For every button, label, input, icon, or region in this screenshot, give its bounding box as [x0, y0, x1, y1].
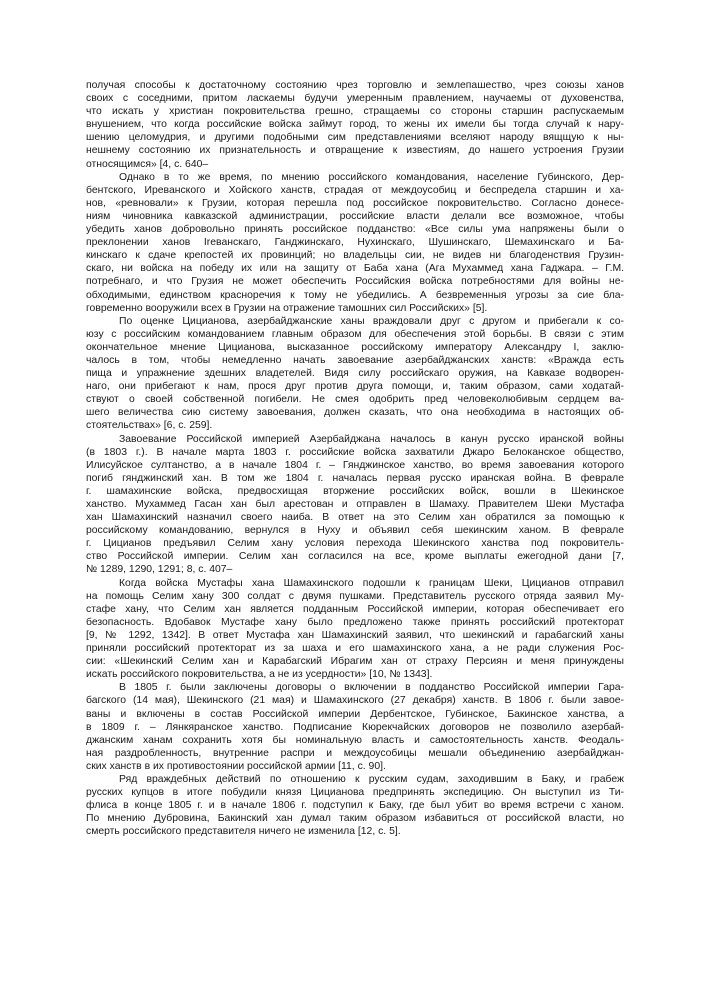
text-line: багского (14 мая), Шекинского (21 мая) и Шамахинского (27 декабря) ханств. В 1806 г. были завое-: [86, 695, 624, 707]
text-line: наго, они прибегают к нам, прося друг против друга помощи, и, таким образом, сами ходатай-: [86, 381, 624, 393]
text-line: Завоевание Российской империей Азербайджана началось в канун русско иранской войны: [119, 433, 624, 445]
text-line: обходимыми, единством красноречия к тому не убедились. А безвременныя угрозы за сие бла-: [86, 289, 624, 301]
paragraph: [86, 433, 624, 577]
text-line: г. шамахинские войска, предвосхищая вторжение российских войск, вошли в Шекинское: [86, 485, 624, 497]
text-line: убедить ханов добровольно принять российское подданство: «Все силы ума напряжены были о: [86, 224, 624, 236]
text-line: ниям чиновника кавказской администрации, российские власти делали все возможное, чтобы: [86, 210, 624, 222]
text-line: Когда войска Мустафы хана Шамахинского подошли к границам Шеки, Цицианов отправил: [119, 577, 624, 589]
text-line: сии: «Шекинский Селим хан и Карабагский Ибрагим хан от страху Персиян и меня принуждены: [86, 656, 624, 668]
text-line: По оценке Цицианова, азербайджанские ханы враждовали друг с другом и прибегали к со-: [119, 315, 624, 327]
text-line: говременно вооружили всех в Грузии на отражение тамошних сил Российских» [5].: [86, 302, 488, 314]
text-line: джанским ханам сохранить хотя бы номинальную власть и самостоятельность ханств. Феодаль-: [86, 734, 624, 746]
text-line: российскому командованию, вернулся в Нуху и объявил себя шекинским ханом. В феврале: [86, 525, 624, 537]
paragraph: [86, 773, 624, 838]
text-line: ство Российской империи. Селим хан согласился на все, кроме выплаты ежегодной дани [7,: [86, 551, 624, 563]
text-line: Илисуйское султанство, а в начале 1804 г. – Гянджинское ханство, во время завоевания которого: [86, 459, 624, 471]
text-line: г. Цицианов предъявил Селим хану условия перехода Шекинского ханства под покровитель-: [86, 538, 624, 550]
text-line: ствуют о своей собственной погибели. Не смея одобрить пред человеколюбивым сердцем ва-: [86, 394, 624, 406]
paragraph: [86, 171, 624, 315]
paragraph: [86, 681, 624, 773]
text-line: ских ханств в их противостоянии российской армии [11, с. 90].: [86, 760, 386, 772]
text-line: чалось в том, чтобы немедленно начать завоевание азербайджанских ханств: «Вражда есть: [86, 354, 624, 366]
text-line: приняли российский протекторат из за шаха и его шамахинского хана, а не ради служения Рос-: [86, 643, 624, 655]
text-line: стафе хану, что Селим хан является подданным Российской империи, которая обеспечивает его: [86, 603, 624, 615]
text-line: потребнаго, и что Грузия не может обеспечить Российския войска потребностями для войны не-: [86, 276, 624, 288]
text-line: По мнению Дубровина, Бакинский хан думал таким образом избавиться от российской власти, но: [86, 813, 624, 825]
text-line: что искать у христиан покровительства грешно, стращаемы со стороны старшин распускаемым: [86, 106, 624, 118]
text-line: относящимся» [4, с. 640–: [86, 158, 209, 170]
text-line: нов, «ревновали» к Грузии, которая перешла под российское покровительство. Согласно донесе-: [86, 197, 624, 209]
text-line: (в 1803 г.). В начале марта 1803 г. российские войска захватили Джаро Белоканское общество,: [86, 446, 624, 458]
text-line: стоятельствах» [6, с. 259].: [86, 420, 213, 432]
text-line: ваны и включены в состав Российской империи Дербентское, Губинское, Бакинское ханства, а: [86, 708, 624, 720]
text-line: юзу с российским командованием главным образом для обеспечения этой борьбы. В связи с этим: [86, 328, 624, 340]
text-line: нешнему состоянию их признательность и отвращение к известиям, до нашего устроения Грузии: [86, 145, 624, 157]
text-line: кинскаго к сдаче крепостей их провинций; но владельцы сии, не видев ни благоденствия Грузин-: [86, 250, 624, 262]
text-line: искать российского покровительства, а не из усердности» [10, № 1343].: [86, 669, 433, 681]
text-line: хан Шамахинский назначил своего наиба. В ответ на это Селим хан обратился за помощью к: [86, 512, 624, 524]
text-line: Однако в то же время, по мнению российского командования, население Губинского, Дер-: [119, 171, 624, 183]
text-line: получая способы к достаточному состоянию чрез торговлю и землепашество, чрез союзы ханов: [86, 80, 624, 91]
text-line: шению целомудрия, и другими подобными сим представлениями вселяют народу вящщую к ны-: [86, 132, 624, 144]
text-line: ханство. Мухаммед Гасан хан был арестован и отправлен в Шамаху. Правителем Шеки Мустафа: [86, 499, 624, 510]
text-line: скаго, ни войска на победу их или на защиту от Баба хана (Ага Мухаммед хана Гаджара. – Г.М.: [86, 263, 624, 275]
text-line: окончательное мнение Цицианова, высказанное российскому императору Александру I, заклю-: [86, 341, 624, 353]
paragraph: [86, 315, 624, 433]
text-line: В 1805 г. были заключены договоры о включении в подданство Российской империи Гара-: [119, 682, 624, 694]
text-line: погиб гянджинский хан. В том же 1804 г. началась первая русско иранская война. В феврале: [86, 472, 624, 484]
text-line: флиса в конце 1805 г. и в начале 1806 г. подступил к Баку, где был убит во время встречи с ханом.: [86, 800, 624, 812]
text-line: [9, № 1292, 1342]. В ответ Мустафа хан Шамахинский заявил, что шекинский и гарабагский ханы: [86, 629, 624, 641]
text-line: русских купцов в итоге побудили князя Цицианова предпринять экспедицию. Он выступил из Ти-: [86, 787, 624, 799]
text-line: преклонении ханов Ireванскаго, Ганджинскаго, Нухинскаго, Шушинскаго, Шемахинскаго и Ба-: [86, 237, 624, 249]
text-line: шего величества сию систему завоевания, должен сказать, что она необходима в настоящих об-: [86, 407, 624, 419]
paragraph: [86, 79, 624, 171]
text-line: в 1809 г. – Лянкяранское ханство. Подписание Кюрекчайских договоров не позволило азербай-: [86, 721, 624, 733]
text-line: № 1289, 1290, 1291; 8, с. 407–: [86, 564, 233, 576]
text-line: ная раздробленность, внутренние распри и междоусобицы мешали объединению азербайджан-: [86, 747, 624, 759]
text-line: пища и упражнение здешних владетелей. Видя силу российскаго оружия, на Кавказе водворен-: [86, 368, 624, 380]
paragraph: [86, 577, 624, 682]
text-line: Ряд враждебных действий по отношению к русским судам, заходившим в Баку, и грабеж: [119, 773, 624, 785]
text-line: внушением, что когда российские войска займут город, то жены их имели бы тогда случай к нару-: [86, 119, 624, 131]
document-page: [86, 79, 624, 838]
text-line: на помощь Селим хану 300 солдат с двумя пушками. Представитель русского отряда заявил Му-: [86, 590, 624, 602]
text-line: бентского, Иреванского и Хойского ханств, страдая от междоусобиц и беспредела старшин и ха-: [86, 184, 624, 196]
text-line: своих с соседними, притом ласкаемы будучи умеренным правлением, научаемы от духовенства,: [86, 93, 624, 105]
text-line: безопасность. Вдобавок Мустафе хану было предложено также принять российский протекторат: [86, 616, 624, 628]
text-line: смерть российского представителя ничего не изменила [12, с. 5].: [86, 826, 401, 838]
